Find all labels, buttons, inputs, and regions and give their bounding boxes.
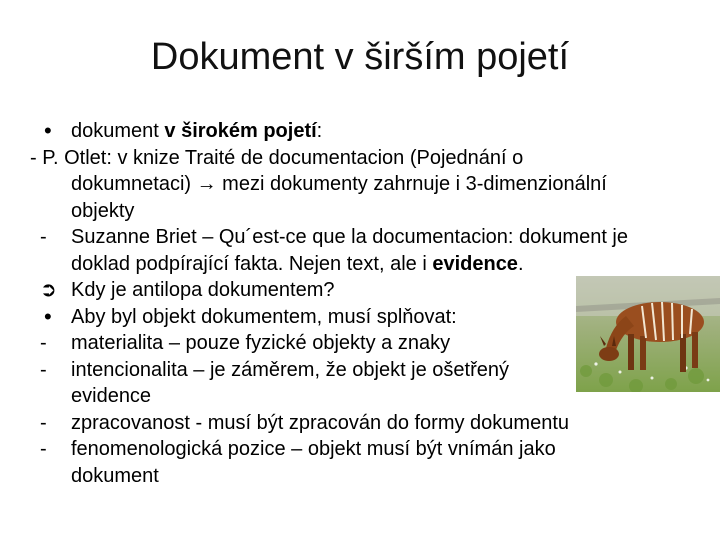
dash-marker: - (40, 358, 47, 381)
otlet-cont-2 (30, 198, 714, 225)
bold-text: evidence (432, 252, 518, 275)
text: : (316, 120, 323, 142)
dash-marker: - (40, 332, 47, 354)
otlet-cont-1 (30, 171, 714, 198)
bullet-line-1 (30, 118, 714, 145)
briet-line (30, 224, 714, 251)
text: materialita – pouze fyzické objekty a znaky (71, 332, 451, 354)
briet-cont (30, 251, 714, 278)
text: zpracovanost - musí být zpracován do formy dokumentu (71, 411, 570, 434)
text: dokument (71, 120, 165, 142)
text: dokumnetaci) → mezi dokumenty zahrnuje i 3-dimenzionální (71, 173, 607, 195)
text: Suzanne Briet – Qu´est-ce que la documentacion: dokument je (71, 226, 628, 248)
dash-marker: - (40, 226, 47, 248)
antelope-icon (576, 276, 720, 392)
text: objekty (71, 199, 135, 222)
arrow-bullet-icon: ➲ (40, 279, 57, 301)
text: - P. Otlet: v knize Traité de documentacion (Pojednání o (30, 146, 524, 169)
antelope-photo (576, 276, 720, 392)
text: doklad podpírající fakta. Nejen text, ale i (71, 252, 433, 275)
text: evidence (71, 385, 152, 407)
criterion-zpracovanost (30, 410, 714, 437)
criterion-fenomenologicka (30, 436, 714, 463)
criterion-fenomenologicka-cont (30, 463, 714, 490)
dash-marker: - (40, 438, 47, 460)
otlet-line (0, 145, 714, 172)
text: Kdy je antilopa dokumentem? (71, 279, 335, 301)
slide-title: Dokument v širším pojetí (150, 36, 570, 78)
text: . (517, 252, 524, 275)
bullet-dot-icon: • (44, 303, 52, 329)
text: Aby byl objekt dokumentem, musí splňovat: (71, 305, 457, 328)
dash-marker: - (40, 411, 47, 434)
bold-text: v širokém pojetí (164, 120, 317, 142)
text: fenomenologická pozice – objekt musí být vnímán jako (71, 438, 556, 460)
bullet-dot-icon: • (44, 118, 52, 143)
text: intencionalita – je záměrem, že objekt je ošetřený (71, 358, 510, 381)
text: dokument (71, 464, 159, 487)
